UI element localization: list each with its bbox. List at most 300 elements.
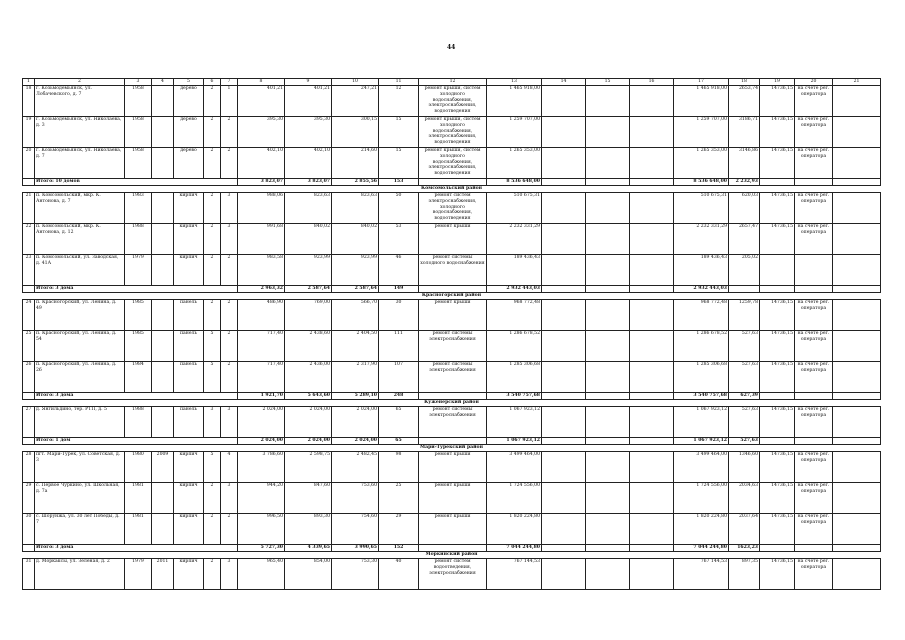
works-cell: ремонт крыши, систем холодного водоснабжения, электроснабжения, водоотведения xyxy=(419,148,487,179)
empty-cell xyxy=(630,438,674,445)
fund-method-cell xyxy=(795,255,833,286)
column-number: 7 xyxy=(221,79,238,86)
empty-cell xyxy=(833,117,881,148)
empty-cell xyxy=(23,545,35,552)
total-area-cell: 2 024,00 xyxy=(238,407,285,438)
empty-cell xyxy=(833,545,881,552)
district-heading: Комсомольский район xyxy=(23,186,881,193)
total-area-cell: 486,90 xyxy=(238,300,285,331)
own-funds-cell: 7 044 244,80 xyxy=(674,545,729,552)
year-reconstruction-cell xyxy=(152,193,174,224)
max-cost-cell: 14736,15 xyxy=(760,300,795,331)
entrances-cell: 2 xyxy=(221,255,238,286)
empty-cell xyxy=(23,286,35,293)
unit-cost-cell: 527,63 xyxy=(729,362,760,393)
empty-cell xyxy=(542,407,586,438)
total-row xyxy=(23,438,881,445)
table-row xyxy=(23,483,881,514)
district-row xyxy=(23,186,881,193)
fund-method-cell: на счете рег. оператора xyxy=(795,483,833,514)
wall-material-cell: кирпич xyxy=(174,255,204,286)
year-reconstruction-cell xyxy=(152,117,174,148)
floors-cell: 5 xyxy=(204,452,221,483)
year-reconstruction-cell xyxy=(152,514,174,545)
residential-area-cell: 2 587,64 xyxy=(332,286,379,293)
total-area-cell: 3 823,07 xyxy=(238,179,285,186)
max-cost-cell: 14736,15 xyxy=(760,224,795,255)
max-cost-cell: 14736,15 xyxy=(760,559,795,590)
column-number: 10 xyxy=(332,79,379,86)
max-cost-cell: 14736,15 xyxy=(760,483,795,514)
empty-cell xyxy=(833,438,881,445)
cost-cell: 7 044 244,80 xyxy=(487,545,542,552)
max-cost-cell: 14736,15 xyxy=(760,407,795,438)
wall-material-cell: кирпич xyxy=(174,224,204,255)
row-number: 29 xyxy=(23,483,35,514)
area-cell: 2 438,60 xyxy=(285,331,332,362)
empty-cell xyxy=(630,362,674,393)
empty-cell xyxy=(630,179,674,186)
empty-cell xyxy=(23,438,35,445)
residents-cell: 15 xyxy=(379,148,419,179)
area-cell: 2 598,75 xyxy=(285,452,332,483)
total-area-cell: 5 727,30 xyxy=(238,545,285,552)
year-reconstruction-cell xyxy=(152,483,174,514)
row-number: 25 xyxy=(23,331,35,362)
row-number: 20 xyxy=(23,148,35,179)
wall-material-cell: дерево xyxy=(174,86,204,117)
district-heading: Куженерский район xyxy=(23,400,881,407)
empty-cell xyxy=(630,452,674,483)
column-number: 13 xyxy=(487,79,542,86)
cost-cell: 767 144,53 xyxy=(487,559,542,590)
max-cost-cell: 14736,15 xyxy=(760,117,795,148)
empty-cell xyxy=(760,179,795,186)
unit-cost-cell: 1346,60 xyxy=(729,452,760,483)
floors-cell: 2 xyxy=(204,300,221,331)
residential-area-cell: 754,60 xyxy=(332,514,379,545)
row-number: 19 xyxy=(23,117,35,148)
area-cell: 854,00 xyxy=(285,559,332,590)
empty-cell xyxy=(542,393,586,400)
row-number: 31 xyxy=(23,559,35,590)
floors-cell: 3 xyxy=(204,407,221,438)
area-cell: 769,00 xyxy=(285,300,332,331)
cost-cell: 3 499 464,00 xyxy=(487,452,542,483)
works-cell: ремонт системы электроснабжения xyxy=(419,331,487,362)
empty-cell xyxy=(586,545,630,552)
empty-cell xyxy=(760,393,795,400)
works-cell: ремонт системы электроснабжения xyxy=(419,362,487,393)
own-funds-cell: 1 265 353,00 xyxy=(674,148,729,179)
residential-area-cell: 300,15 xyxy=(332,117,379,148)
max-cost-cell xyxy=(760,255,795,286)
fund-method-cell: на счете рег. оператора xyxy=(795,193,833,224)
area-cell: 395,30 xyxy=(285,117,332,148)
unit-cost-cell: 3186,71 xyxy=(729,117,760,148)
empty-cell xyxy=(833,193,881,224)
year-reconstruction-cell xyxy=(152,224,174,255)
column-number: 4 xyxy=(152,79,174,86)
empty-cell xyxy=(586,483,630,514)
own-funds-cell: 1 067 923,12 xyxy=(674,407,729,438)
floors-cell: 5 xyxy=(204,362,221,393)
empty-cell xyxy=(419,393,487,400)
residents-cell: 25 xyxy=(379,483,419,514)
address-cell: с. Шорунжа, ул. 30 лет Победы, д. 7 xyxy=(35,514,125,545)
year-built-cell: 1979 xyxy=(125,255,152,286)
works-cell: ремонт систем электроснабжения, холодного водоснабжения, водоотведения xyxy=(419,193,487,224)
row-number: 24 xyxy=(23,300,35,331)
cost-cell: 968 772,48 xyxy=(487,300,542,331)
cost-cell: 3 540 757,68 xyxy=(487,393,542,400)
area-cell: 2 436,00 xyxy=(285,362,332,393)
address-cell: п. Комсомольский, мкр. К. Антонова, д. 12 xyxy=(35,224,125,255)
page-number: 44 xyxy=(447,44,456,51)
entrances-cell: 3 xyxy=(221,559,238,590)
residents-cell: 40 xyxy=(379,559,419,590)
wall-material-cell: панель xyxy=(174,300,204,331)
empty-cell xyxy=(586,407,630,438)
residential-area-cell: 2 024,00 xyxy=(332,438,379,445)
table-row xyxy=(23,331,881,362)
column-number: 21 xyxy=(833,79,881,86)
total-area-cell: 3 786,60 xyxy=(238,452,285,483)
area-cell: 5 643,60 xyxy=(285,393,332,400)
residential-area-cell: 5 289,10 xyxy=(332,393,379,400)
floors-cell: 2 xyxy=(204,559,221,590)
year-reconstruction-cell xyxy=(152,255,174,286)
empty-cell xyxy=(542,438,586,445)
residential-area-cell: 2 855,56 xyxy=(332,179,379,186)
empty-cell xyxy=(542,193,586,224)
year-reconstruction-cell xyxy=(152,407,174,438)
residents-cell: 111 xyxy=(379,331,419,362)
district-heading: Мари-Турекский район xyxy=(23,445,881,452)
works-cell: ремонт крыши, систем холодного водоснабжения, электроснабжения, водоотведения xyxy=(419,86,487,117)
unit-cost-cell: 627,39 xyxy=(729,393,760,400)
empty-cell xyxy=(833,483,881,514)
empty-cell xyxy=(542,179,586,186)
cost-cell: 1 265 353,00 xyxy=(487,148,542,179)
wall-material-cell: панель xyxy=(174,407,204,438)
empty-cell xyxy=(542,117,586,148)
empty-cell xyxy=(586,117,630,148)
table-row xyxy=(23,514,881,545)
entrances-cell: 3 xyxy=(221,407,238,438)
residents-cell: 12 xyxy=(379,86,419,117)
table-row xyxy=(23,224,881,255)
empty-cell xyxy=(586,393,630,400)
total-area-cell: 402,10 xyxy=(238,148,285,179)
empty-cell xyxy=(833,393,881,400)
empty-cell xyxy=(586,193,630,224)
total-area-cell: 991,68 xyxy=(238,224,285,255)
wall-material-cell: кирпич xyxy=(174,559,204,590)
empty-cell xyxy=(542,559,586,590)
unit-cost-cell: 205,02 xyxy=(729,255,760,286)
empty-cell xyxy=(542,148,586,179)
residential-area-cell: 2 404,50 xyxy=(332,331,379,362)
column-number: 11 xyxy=(379,79,419,86)
own-funds-cell: 767 144,53 xyxy=(674,559,729,590)
total-area-cell: 717,40 xyxy=(238,331,285,362)
district-heading: Красногорский район xyxy=(23,293,881,300)
floors-cell: 2 xyxy=(204,193,221,224)
empty-cell xyxy=(542,545,586,552)
empty-cell xyxy=(630,559,674,590)
own-funds-cell: 8 536 648,00 xyxy=(674,179,729,186)
empty-cell xyxy=(795,545,833,552)
residential-area-cell: 2 024,00 xyxy=(332,407,379,438)
fund-method-cell: на счете рег. оператора xyxy=(795,331,833,362)
own-funds-cell: 3 499 464,00 xyxy=(674,452,729,483)
table-row xyxy=(23,559,881,590)
wall-material-cell: кирпич xyxy=(174,193,204,224)
residential-area-cell: 2 482,45 xyxy=(332,452,379,483)
empty-cell xyxy=(586,286,630,293)
residents-cell: 53 xyxy=(379,224,419,255)
cost-cell: 1 067 923,12 xyxy=(487,407,542,438)
residents-cell: 30 xyxy=(379,300,419,331)
empty-cell xyxy=(586,331,630,362)
empty-cell xyxy=(833,255,881,286)
area-cell: 2 024,00 xyxy=(285,407,332,438)
empty-cell xyxy=(586,514,630,545)
address-cell: п. Красногорский, ул. Ленина, д. 26 xyxy=(35,362,125,393)
row-number: 23 xyxy=(23,255,35,286)
residents-cell: 149 xyxy=(379,286,419,293)
empty-cell xyxy=(542,514,586,545)
table-row xyxy=(23,86,881,117)
empty-cell xyxy=(542,331,586,362)
year-built-cell: 1984 xyxy=(125,362,152,393)
year-reconstruction-cell xyxy=(152,86,174,117)
max-cost-cell: 14736,15 xyxy=(760,86,795,117)
unit-cost-cell: 1623,23 xyxy=(729,545,760,552)
wall-material-cell: кирпич xyxy=(174,514,204,545)
entrances-cell: 1 xyxy=(221,86,238,117)
year-built-cell: 1958 xyxy=(125,117,152,148)
unit-cost-cell: 527,63 xyxy=(729,407,760,438)
residents-cell: 248 xyxy=(379,393,419,400)
fund-method-cell: на счете рег. оператора xyxy=(795,362,833,393)
floors-cell: 2 xyxy=(204,148,221,179)
cost-cell: 2 932 443,03 xyxy=(487,286,542,293)
own-funds-cell: 2 232 331,29 xyxy=(674,224,729,255)
table-row xyxy=(23,148,881,179)
total-row xyxy=(23,286,881,293)
total-label: Итого: 3 дома xyxy=(35,286,238,293)
unit-cost-cell: 2653,74 xyxy=(729,86,760,117)
table-row xyxy=(23,117,881,148)
empty-cell xyxy=(833,331,881,362)
empty-cell xyxy=(419,179,487,186)
year-built-cell: 1979 xyxy=(125,559,152,590)
empty-cell xyxy=(630,483,674,514)
empty-cell xyxy=(833,148,881,179)
fund-method-cell: на счете рег. оператора xyxy=(795,407,833,438)
area-cell: 923,99 xyxy=(285,255,332,286)
address-cell: г. Козьмодемьянск, ул. Лобачевского, д. 7 xyxy=(35,86,125,117)
area-cell: 2 024,00 xyxy=(285,438,332,445)
empty-cell xyxy=(542,300,586,331)
empty-cell xyxy=(760,438,795,445)
total-area-cell: 1 921,70 xyxy=(238,393,285,400)
residential-area-cell: 923,99 xyxy=(332,255,379,286)
row-number: 28 xyxy=(23,452,35,483)
empty-cell xyxy=(23,393,35,400)
cost-cell: 2 232 331,29 xyxy=(487,224,542,255)
cost-cell: 8 536 648,00 xyxy=(487,179,542,186)
empty-cell xyxy=(586,255,630,286)
address-cell: п. Комсомольский, мкр. К. Антонова, д. 7 xyxy=(35,193,125,224)
year-built-cell: 1985 xyxy=(125,300,152,331)
residents-cell: 65 xyxy=(379,407,419,438)
empty-cell xyxy=(586,452,630,483)
unit-cost-cell: 2034,63 xyxy=(729,483,760,514)
wall-material-cell: дерево xyxy=(174,117,204,148)
empty-cell xyxy=(833,286,881,293)
works-cell: ремонт систем водоотведения, электроснабжения xyxy=(419,559,487,590)
empty-cell xyxy=(630,514,674,545)
area-cell: 823,63 xyxy=(285,193,332,224)
address-cell: г. Козьмодемьянск, ул. Николаева, д. 7 xyxy=(35,148,125,179)
cost-cell: 1 724 556,00 xyxy=(487,483,542,514)
empty-cell xyxy=(833,559,881,590)
empty-cell xyxy=(586,438,630,445)
area-cell: 401,21 xyxy=(285,86,332,117)
residents-cell: 98 xyxy=(379,452,419,483)
column-number: 8 xyxy=(238,79,285,86)
empty-cell xyxy=(833,179,881,186)
total-area-cell: 996,50 xyxy=(238,514,285,545)
wall-material-cell: кирпич xyxy=(174,483,204,514)
entrances-cell: 3 xyxy=(221,224,238,255)
empty-cell xyxy=(586,148,630,179)
address-cell: пгт. Мари-Турек, ул. Советская, д. 3 xyxy=(35,452,125,483)
column-number: 19 xyxy=(760,79,795,86)
table-row xyxy=(23,407,881,438)
empty-cell xyxy=(833,362,881,393)
empty-cell xyxy=(542,224,586,255)
column-number: 20 xyxy=(795,79,833,86)
wall-material-cell: панель xyxy=(174,362,204,393)
total-area-cell: 717,40 xyxy=(238,362,285,393)
empty-cell xyxy=(23,179,35,186)
column-number: 2 xyxy=(35,79,125,86)
empty-cell xyxy=(833,300,881,331)
residents-cell: 107 xyxy=(379,362,419,393)
own-funds-cell: 189 436,43 xyxy=(674,255,729,286)
works-cell: ремонт крыши xyxy=(419,483,487,514)
fund-method-cell: на счете рег. оператора xyxy=(795,224,833,255)
cost-cell: 1 820 224,80 xyxy=(487,514,542,545)
column-number: 9 xyxy=(285,79,332,86)
empty-cell xyxy=(833,224,881,255)
own-funds-cell: 968 772,48 xyxy=(674,300,729,331)
fund-method-cell: на счете рег. оператора xyxy=(795,148,833,179)
cost-cell: 1 465 918,00 xyxy=(487,86,542,117)
cost-cell: 510 675,31 xyxy=(487,193,542,224)
empty-cell xyxy=(419,545,487,552)
own-funds-cell: 1 067 923,12 xyxy=(674,438,729,445)
column-number: 18 xyxy=(729,79,760,86)
column-number: 6 xyxy=(204,79,221,86)
empty-cell xyxy=(630,545,674,552)
column-number: 1 xyxy=(23,79,35,86)
year-reconstruction-cell xyxy=(152,362,174,393)
total-area-cell: 965,40 xyxy=(238,559,285,590)
entrances-cell: 2 xyxy=(221,514,238,545)
address-cell: с. Первое Чуркино, ул. Школьная, д. 7а xyxy=(35,483,125,514)
year-reconstruction-cell xyxy=(152,300,174,331)
unit-cost-cell xyxy=(729,286,760,293)
floors-cell: 2 xyxy=(204,255,221,286)
district-row xyxy=(23,400,881,407)
table-row xyxy=(23,362,881,393)
year-reconstruction-cell xyxy=(152,148,174,179)
total-area-cell: 2 963,32 xyxy=(238,286,285,293)
residential-area-cell: 2 317,90 xyxy=(332,362,379,393)
total-area-cell: 395,30 xyxy=(238,117,285,148)
area-cell: 402,10 xyxy=(285,148,332,179)
empty-cell xyxy=(630,286,674,293)
unit-cost-cell: 3146,86 xyxy=(729,148,760,179)
wall-material-cell: кирпич xyxy=(174,452,204,483)
works-cell: ремонт крыши xyxy=(419,514,487,545)
residents-cell: 15 xyxy=(379,117,419,148)
residential-area-cell: 214,60 xyxy=(332,148,379,179)
max-cost-cell: 14736,15 xyxy=(760,193,795,224)
own-funds-cell: 1 465 918,00 xyxy=(674,86,729,117)
wall-material-cell: панель xyxy=(174,331,204,362)
empty-cell xyxy=(586,86,630,117)
works-cell: ремонт крыши xyxy=(419,224,487,255)
empty-cell xyxy=(419,438,487,445)
empty-cell xyxy=(542,255,586,286)
max-cost-cell: 14736,15 xyxy=(760,452,795,483)
year-built-cell: 1981 xyxy=(125,514,152,545)
empty-cell xyxy=(586,362,630,393)
cost-cell: 189 436,43 xyxy=(487,255,542,286)
empty-cell xyxy=(630,117,674,148)
unit-cost-cell: 2037,64 xyxy=(729,514,760,545)
floors-cell: 2 xyxy=(204,117,221,148)
year-built-cell: 1980 xyxy=(125,452,152,483)
address-cell: д. Янгильдино, тер. РТП, д. 5 xyxy=(35,407,125,438)
cost-cell: 1 067 923,12 xyxy=(487,438,542,445)
empty-cell xyxy=(586,300,630,331)
total-row xyxy=(23,179,881,186)
district-row xyxy=(23,293,881,300)
works-cell: ремонт крыши xyxy=(419,300,487,331)
empty-cell xyxy=(630,393,674,400)
empty-cell xyxy=(630,300,674,331)
area-cell: 2 587,64 xyxy=(285,286,332,293)
own-funds-cell: 1 285 306,68 xyxy=(674,362,729,393)
max-cost-cell: 14736,15 xyxy=(760,148,795,179)
empty-cell xyxy=(419,286,487,293)
row-number: 22 xyxy=(23,224,35,255)
residents-cell: 153 xyxy=(379,179,419,186)
column-number: 17 xyxy=(674,79,729,86)
entrances-cell: 2 xyxy=(221,117,238,148)
table-row xyxy=(23,300,881,331)
max-cost-cell: 14736,15 xyxy=(760,514,795,545)
column-number: 5 xyxy=(174,79,204,86)
residents-cell: 65 xyxy=(379,438,419,445)
